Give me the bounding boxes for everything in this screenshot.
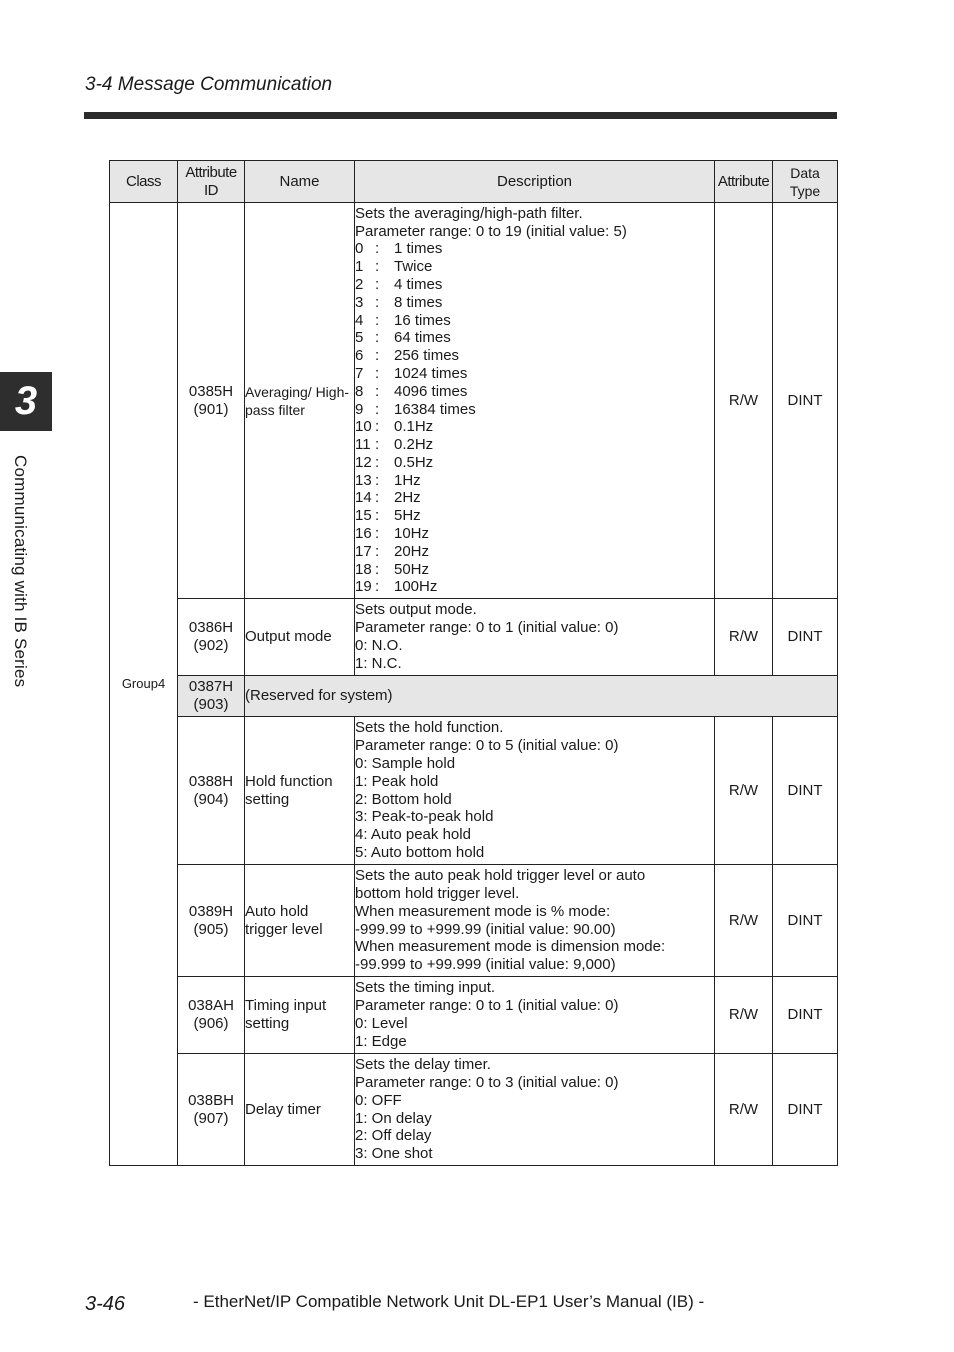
option-item <box>355 578 714 596</box>
col-header-description: Description <box>355 161 715 203</box>
option-value: 10Hz <box>394 525 430 543</box>
option-key: 13 <box>355 471 372 489</box>
option-key: 4 <box>355 311 364 329</box>
option-value: 0.1Hz <box>394 418 434 436</box>
attribute-id-hex: 0388H <box>188 772 234 790</box>
description-line: When measurement mode is dimension mode: <box>355 938 666 956</box>
attribute-id-dec: (901) <box>193 400 229 418</box>
attribute-id-dec: (907) <box>193 1109 229 1127</box>
data-type-cell: DINT <box>773 203 838 599</box>
option-key: 1 <box>355 258 364 276</box>
option-value: 16 times <box>394 311 451 329</box>
option-value: 5Hz <box>394 507 421 525</box>
attribute-id-hex: 038BH <box>188 1091 234 1109</box>
description-line: 1: On delay <box>355 1109 432 1127</box>
option-value: 50Hz <box>394 560 430 578</box>
attribute-id-cell <box>178 1054 245 1166</box>
manual-title: - EtherNet/IP Compatible Network Unit DL-EP1 User’s Manual (IB) - <box>193 1292 705 1311</box>
option-value: 1 times <box>394 240 443 258</box>
description-line: 3: Peak-to-peak hold <box>355 808 494 826</box>
attribute-id-cell <box>178 865 245 977</box>
table-row <box>110 977 838 1054</box>
option-value: 16384 times <box>394 400 476 418</box>
page-number: 3-46 <box>85 1293 126 1315</box>
option-item <box>355 401 714 419</box>
attribute-id-hex: 0389H <box>188 902 234 920</box>
attribute-id-dec: (903) <box>193 696 229 713</box>
option-value: 1024 times <box>394 364 468 382</box>
option-value: 4096 times <box>394 382 468 400</box>
option-list <box>355 240 714 596</box>
attribute-id-cell <box>178 599 245 676</box>
option-item <box>355 294 714 312</box>
option-key: 18 <box>355 560 372 578</box>
description-line: 1: Edge <box>355 1032 407 1050</box>
chapter-side-label: Communicating with IB Series <box>11 455 30 688</box>
table-row-reserved <box>110 676 838 717</box>
attribute-id-cell <box>178 977 245 1054</box>
description-line: Sets the delay timer. <box>355 1056 491 1074</box>
description-line: 0: Sample hold <box>355 754 456 772</box>
attribute-cell: R/W <box>715 599 773 676</box>
name-cell: Delay timer <box>245 1054 355 1166</box>
option-separator: : <box>375 329 380 347</box>
option-item <box>355 258 714 276</box>
name-cell: Hold function setting <box>245 717 355 865</box>
option-separator: : <box>375 471 380 489</box>
option-item <box>355 347 714 365</box>
description-line: Sets the hold function. <box>355 719 504 737</box>
attribute-cell: R/W <box>715 203 773 599</box>
description-line: -99.999 to +99.999 (initial value: 9,000) <box>355 956 616 974</box>
attribute-id-hex: 038AH <box>188 997 234 1015</box>
option-item <box>355 365 714 383</box>
group-cell: Group4 <box>110 203 178 1166</box>
description-line: 4: Auto peak hold <box>355 826 471 844</box>
col-header-attribute-id: Attribute ID <box>178 161 245 203</box>
description-line: 2: Off delay <box>355 1127 432 1145</box>
table-header-row <box>110 161 838 203</box>
option-value: 20Hz <box>394 542 430 560</box>
option-separator: : <box>375 275 380 293</box>
option-key: 10 <box>355 418 372 436</box>
option-key: 17 <box>355 542 372 560</box>
attribute-id-hex: 0387H <box>188 678 234 696</box>
description-cell <box>355 977 715 1054</box>
table-row <box>110 1054 838 1166</box>
option-key: 5 <box>355 329 364 347</box>
col-header-attribute: Attribute <box>715 161 773 203</box>
description-cell <box>355 203 715 599</box>
attribute-cell: R/W <box>715 1054 773 1166</box>
option-separator: : <box>375 525 380 543</box>
description-line: 1: Peak hold <box>355 772 439 790</box>
option-value: 8 times <box>394 293 443 311</box>
description-line: When measurement mode is % mode: <box>355 902 611 920</box>
option-separator: : <box>375 347 380 365</box>
option-item <box>355 525 714 543</box>
option-value: 100Hz <box>394 578 438 596</box>
description-line: Sets the auto peak hold trigger level or auto <box>355 867 646 885</box>
option-item <box>355 436 714 454</box>
option-separator: : <box>375 293 380 311</box>
description-line: 0: Level <box>355 1015 408 1032</box>
attribute-id-dec: (905) <box>193 920 229 938</box>
option-item <box>355 507 714 525</box>
description-line: 2: Bottom hold <box>355 790 452 808</box>
option-key: 16 <box>355 525 372 543</box>
option-key: 2 <box>355 275 364 293</box>
option-separator: : <box>375 418 380 436</box>
option-key: 8 <box>355 382 364 400</box>
option-value: 1Hz <box>394 471 421 489</box>
description-cell <box>355 1054 715 1166</box>
option-item <box>355 383 714 401</box>
attribute-id-hex: 0386H <box>188 619 234 637</box>
data-type-cell: DINT <box>773 865 838 977</box>
option-value: 4 times <box>394 275 443 293</box>
option-separator: : <box>375 507 380 525</box>
name-cell: Timing input setting <box>245 977 355 1054</box>
description-line: -999.99 to +999.99 (initial value: 90.00) <box>355 920 616 938</box>
attribute-id-hex: 0385H <box>188 382 234 400</box>
option-separator: : <box>375 453 380 471</box>
table-row <box>110 865 838 977</box>
option-value: 2Hz <box>394 489 421 507</box>
attribute-id-dec: (906) <box>193 1015 229 1032</box>
table-row <box>110 203 838 599</box>
data-type-cell: DINT <box>773 1054 838 1166</box>
option-key: 11 <box>355 436 371 454</box>
description-line: 5: Auto bottom hold <box>355 843 485 861</box>
attribute-id-dec: (902) <box>193 637 229 654</box>
description-line: Sets the timing input. <box>355 979 496 997</box>
description-line: Sets the averaging/high-path filter. <box>355 204 583 222</box>
option-separator: : <box>375 240 380 258</box>
option-separator: : <box>375 560 380 578</box>
option-key: 7 <box>355 364 364 382</box>
description-line: Parameter range: 0 to 19 (initial value: 5) <box>355 222 627 240</box>
name-cell: Averaging/ High-pass filter <box>245 203 355 599</box>
option-value: 64 times <box>394 329 451 347</box>
data-type-cell: DINT <box>773 717 838 865</box>
option-key: 0 <box>355 240 364 258</box>
attribute-id-cell <box>178 676 245 717</box>
col-header-name: Name <box>245 161 355 203</box>
table-row <box>110 717 838 865</box>
option-separator: : <box>375 400 380 418</box>
option-separator: : <box>375 578 380 596</box>
option-item <box>355 454 714 472</box>
description-line: Parameter range: 0 to 3 (initial value: 0) <box>355 1073 619 1091</box>
description-line: bottom hold trigger level. <box>355 884 520 902</box>
description-line: 3: One shot <box>355 1145 433 1163</box>
option-key: 19 <box>355 578 372 596</box>
header-rule <box>84 112 837 119</box>
description-cell <box>355 717 715 865</box>
option-item <box>355 276 714 294</box>
data-type-cell: DINT <box>773 599 838 676</box>
attribute-cell: R/W <box>715 717 773 865</box>
reserved-cell: (Reserved for system) <box>245 676 838 717</box>
table-row <box>110 599 838 676</box>
col-header-data-type: Data Type <box>773 161 838 203</box>
option-separator: : <box>375 436 380 454</box>
option-key: 9 <box>355 400 364 418</box>
option-item <box>355 561 714 579</box>
description-cell <box>355 599 715 676</box>
option-separator: : <box>375 489 380 507</box>
col-header-class: Class <box>110 161 178 203</box>
option-value: 0.2Hz <box>394 436 434 454</box>
attribute-id-cell <box>178 717 245 865</box>
attribute-table <box>109 160 838 1166</box>
option-value: Twice <box>394 258 433 276</box>
description-line: Parameter range: 0 to 1 (initial value: 0) <box>355 997 619 1015</box>
option-key: 3 <box>355 293 364 311</box>
option-item <box>355 329 714 347</box>
name-cell: Output mode <box>245 599 355 676</box>
option-separator: : <box>375 311 380 329</box>
option-key: 6 <box>355 347 364 365</box>
option-item <box>355 543 714 561</box>
name-cell: Auto hold trigger level <box>245 865 355 977</box>
option-separator: : <box>375 382 380 400</box>
option-item <box>355 240 714 258</box>
description-line: 0: OFF <box>355 1091 402 1109</box>
option-key: 15 <box>355 507 372 525</box>
description-line: Sets output mode. <box>355 601 477 619</box>
option-value: 256 times <box>394 347 460 365</box>
option-separator: : <box>375 364 380 382</box>
attribute-id-cell <box>178 203 245 599</box>
attribute-cell: R/W <box>715 865 773 977</box>
attribute-id-dec: (904) <box>193 790 229 808</box>
option-value: 0.5Hz <box>394 453 434 471</box>
option-item <box>355 472 714 490</box>
option-item <box>355 489 714 507</box>
option-separator: : <box>375 258 380 276</box>
description-line: 1: N.C. <box>355 654 402 672</box>
option-item <box>355 312 714 330</box>
description-line: 0: N.O. <box>355 637 403 654</box>
option-item <box>355 418 714 436</box>
option-separator: : <box>375 542 380 560</box>
attribute-cell: R/W <box>715 977 773 1054</box>
data-type-cell: DINT <box>773 977 838 1054</box>
chapter-number-tab: 3 <box>0 372 52 431</box>
description-line: Parameter range: 0 to 1 (initial value: 0) <box>355 619 619 637</box>
option-key: 12 <box>355 453 372 471</box>
description-line: Parameter range: 0 to 5 (initial value: 0) <box>355 737 619 755</box>
description-cell <box>355 865 715 977</box>
section-title: 3-4 Message Communication <box>85 74 333 95</box>
option-key: 14 <box>355 489 372 507</box>
